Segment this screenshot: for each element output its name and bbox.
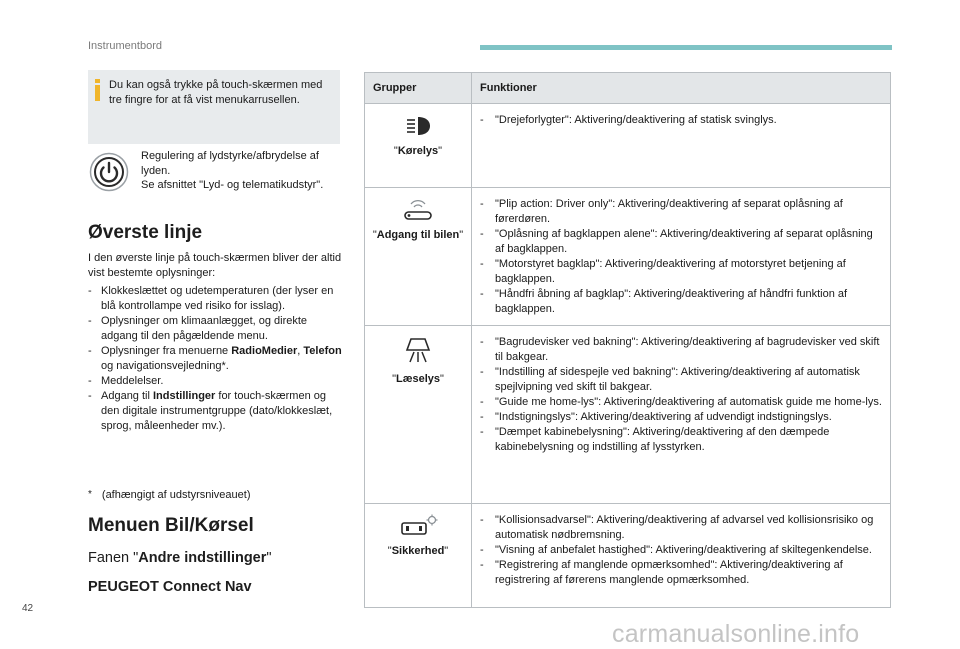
footnote: * (afhængigt af udstyrsniveauet) <box>88 489 251 501</box>
list-item: - "Motorstyret bagklap": Aktivering/deaktivering af motorstyret betjening af bagklappen. <box>480 258 846 285</box>
table-row <box>365 104 891 188</box>
sub-heading: PEUGEOT Connect Nav <box>88 579 252 595</box>
section-heading-top-line: Øverste linje <box>88 222 203 243</box>
column-header-groups: Grupper <box>365 73 472 104</box>
volume-description <box>141 149 341 193</box>
list-item: - "Drejeforlygter": Aktivering/deaktivering af statisk svinglys. <box>480 114 777 126</box>
section-intro: I den øverste linje på touch-skærmen bliver der altid vist bestemte oplysninger: <box>88 252 342 279</box>
volume-line-2: Se afsnittet "Lyd- og telematikudstyr". <box>141 179 324 192</box>
header-accent-bar <box>480 45 892 50</box>
list-item: - "Indstigningslys": Aktivering/deaktivering af udvendigt indstigningslys. <box>480 411 832 423</box>
list-item: - "Dæmpet kabinebelysning": Aktivering/deaktivering af den dæmpede kabinebelysning og indstilling af lysstyrken. <box>480 426 830 453</box>
group-label: Adgang til bilen <box>376 229 460 241</box>
group-cell: "Læselys" <box>365 326 472 504</box>
functions-cell <box>472 326 891 504</box>
reading-lamp-icon <box>402 336 434 366</box>
info-note <box>88 70 340 144</box>
group-label: Sikkerhed <box>391 545 445 557</box>
list-item: - Adgang til Indstillinger for touch-skærmen og den digitale instrumentgruppe (dato/klokkeslæt, sprog, måleenheder mv.). <box>88 390 333 432</box>
functions-table <box>364 72 891 608</box>
list-item: - "Oplåsning af bagklappen alene": Aktivering/deaktivering af separat oplåsning af bagklappen. <box>480 228 873 255</box>
list-item: - "Guide me home-lys": Aktivering/deaktivering af automatisk guide me home-lys. <box>480 396 882 408</box>
watermark: carmanualsonline.info <box>612 620 860 648</box>
car-safety-icon <box>398 514 438 538</box>
list-item: - Klokkeslættet og udetemperaturen (der lyser en blå kontrollampe ved risiko for isslag). <box>88 285 334 312</box>
list-item: - "Håndfri åbning af bagklap": Aktivering/deaktivering af håndfri funktion af bagklappen. <box>480 288 848 315</box>
list-item: - "Registrering af manglende opmærksomhed": Aktivering/deaktivering af registrering af førerens manglende opmærksomhed. <box>480 559 843 586</box>
table-row <box>365 326 891 504</box>
functions-cell <box>472 188 891 326</box>
list-item: - "Bagrudevisker ved bakning": Aktivering/deaktivering af bagrudevisker ved skift til bakgear. <box>480 336 880 363</box>
info-note-text: Du kan også trykke på touch-skærmen med tre fingre for at få vist menukarrusellen. <box>109 79 323 106</box>
table-row <box>365 188 891 326</box>
volume-line-1: Regulering af lydstyrke/afbrydelse af lyden. <box>141 150 319 177</box>
table-row <box>365 504 891 608</box>
functions-cell <box>472 504 891 608</box>
group-cell: "Kørelys" <box>365 104 472 188</box>
group-cell: "Sikkerhed" <box>365 504 472 608</box>
info-icon <box>94 79 102 101</box>
column-header-functions: Funktioner <box>472 73 891 104</box>
list-item: - Oplysninger fra menuerne RadioMedier, Telefon og navigationsvejledning*. <box>88 345 342 372</box>
list-item: - "Plip action: Driver only": Aktivering/deaktivering af separat oplåsning af førerdøren. <box>480 198 843 225</box>
top-line-bullets <box>88 284 343 434</box>
group-label: Læselys <box>395 373 441 385</box>
group-cell: "Adgang til bilen" <box>365 188 472 326</box>
group-label: Kørelys <box>397 145 439 157</box>
key-icon <box>401 198 435 222</box>
list-item: - "Kollisionsadvarsel": Aktivering/deaktivering af advarsel ved kollisionsrisiko og automatisk nødbremsning. <box>480 514 874 541</box>
power-volume-icon <box>89 152 129 192</box>
page-number: 42 <box>22 603 34 614</box>
tab-heading: Fanen "Andre indstillinger" <box>88 550 272 566</box>
headlight-icon <box>403 114 433 138</box>
list-item: - "Visning af anbefalet hastighed": Aktivering/deaktivering af skiltegenkendelse. <box>480 544 872 556</box>
header-title: Instrumentbord <box>88 40 162 52</box>
list-item: - Meddelelser. <box>88 375 164 387</box>
list-item: - Oplysninger om klimaanlægget, og direkte adgang til den pågældende menu. <box>88 315 308 342</box>
functions-cell <box>472 104 891 188</box>
list-item: - "Indstilling af sidespejle ved bakning": Aktivering/deaktivering af automatisk spejlvipning ved skift til bakgear. <box>480 366 860 393</box>
menu-heading: Menuen Bil/Kørsel <box>88 515 254 536</box>
